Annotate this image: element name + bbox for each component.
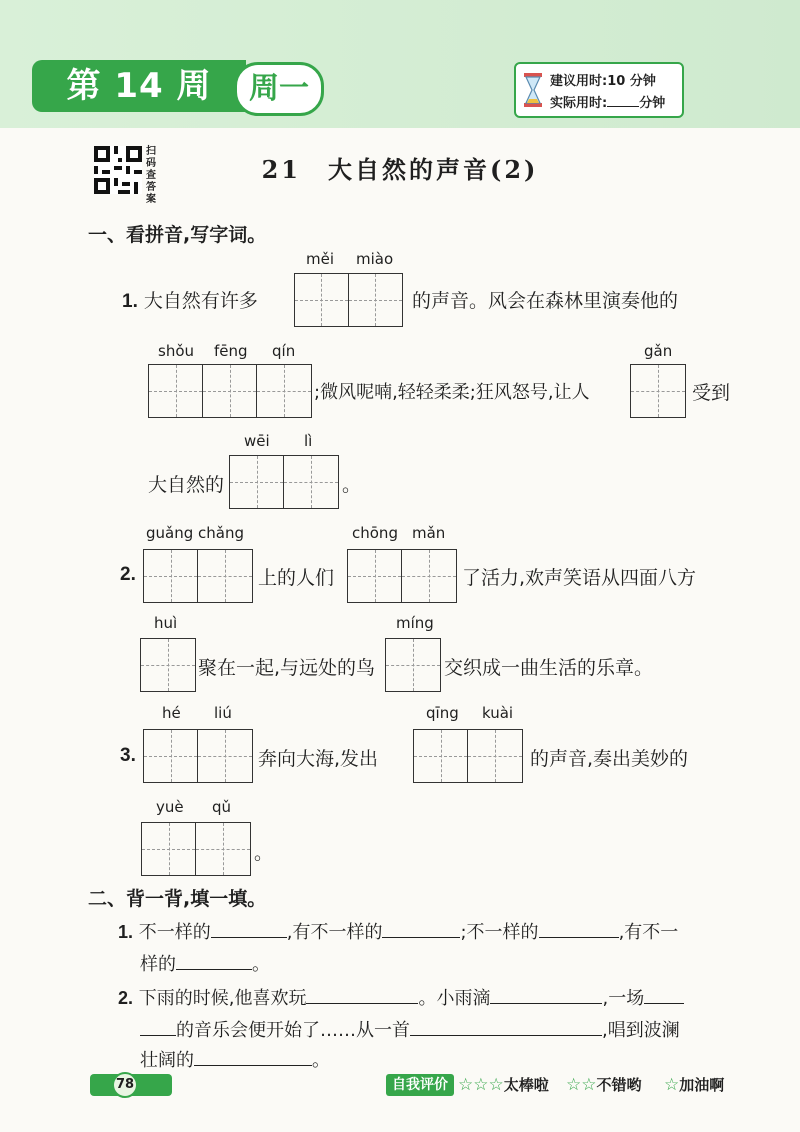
answer-blank[interactable] bbox=[539, 919, 619, 938]
q1-text-a bbox=[122, 286, 258, 313]
q1-text-f: 。 bbox=[342, 474, 362, 496]
grid-cell[interactable] bbox=[141, 639, 195, 691]
q2-text-a: 上的人们 bbox=[258, 567, 335, 589]
actual-time-row bbox=[550, 92, 665, 111]
s2-q2-line1 bbox=[118, 984, 684, 1010]
answer-blank[interactable] bbox=[644, 985, 684, 1004]
actual-time-label: 实际用时: bbox=[550, 96, 608, 111]
s2-q2-part7: 。 bbox=[312, 1050, 330, 1071]
grid-cell[interactable] bbox=[144, 730, 198, 782]
s2-q2-part2: 。小雨滴 bbox=[418, 988, 491, 1009]
pinyin-yue: yuè bbox=[156, 798, 184, 816]
lesson-title: 21 大自然的声音(2) bbox=[261, 155, 539, 184]
q1-text-a-content: 大自然有许多 bbox=[143, 290, 258, 312]
grid-cell[interactable] bbox=[295, 274, 349, 326]
q2-number: 2. bbox=[120, 564, 136, 585]
pinyin-mei: měi bbox=[306, 250, 335, 268]
grid-cell[interactable] bbox=[284, 456, 338, 508]
pinyin-chong: chōng bbox=[352, 524, 398, 542]
pinyin-feng: fēng bbox=[214, 342, 248, 360]
q1-text-b: 的声音。风会在森林里演奏他的 bbox=[412, 290, 679, 312]
rating-two-label: 不错哟 bbox=[596, 1076, 642, 1094]
answer-blank[interactable] bbox=[176, 951, 252, 970]
grid-cell[interactable] bbox=[257, 365, 311, 417]
s2-q1-part1: 不一样的 bbox=[138, 922, 211, 943]
q2-text-c: 聚在一起,与远处的鸟 bbox=[198, 657, 376, 679]
tianzige-gan[interactable] bbox=[630, 364, 686, 418]
s2-q2-line2 bbox=[140, 1016, 680, 1042]
s2-q1-part5: 样的 bbox=[140, 954, 176, 975]
q2-number-wrap bbox=[120, 563, 136, 586]
rating-three-stars[interactable] bbox=[458, 1074, 549, 1096]
grid-cell[interactable] bbox=[631, 365, 685, 417]
actual-time-unit: 分钟 bbox=[639, 96, 666, 111]
week-label: 第 14 周 bbox=[32, 60, 246, 112]
pinyin-shou: shǒu bbox=[158, 342, 195, 360]
tianzige-weili[interactable] bbox=[229, 455, 339, 509]
page-number: 78 bbox=[112, 1072, 138, 1098]
grid-cell[interactable] bbox=[230, 456, 284, 508]
pinyin-qing: qīng bbox=[426, 704, 459, 722]
q3-number-wrap bbox=[120, 744, 136, 767]
grid-cell[interactable] bbox=[198, 550, 252, 602]
tianzige-heliu[interactable] bbox=[143, 729, 253, 783]
grid-cell[interactable] bbox=[196, 823, 250, 875]
rating-three-label: 太棒啦 bbox=[503, 1076, 549, 1094]
pinyin-hui: huì bbox=[154, 614, 178, 632]
pinyin-man: mǎn bbox=[412, 524, 446, 542]
answer-blank[interactable] bbox=[306, 985, 418, 1004]
hourglass-icon bbox=[522, 72, 544, 108]
grid-cell[interactable] bbox=[203, 365, 257, 417]
pinyin-kuai: kuài bbox=[482, 704, 514, 722]
time-box bbox=[514, 62, 684, 118]
tianzige-chongman[interactable] bbox=[347, 549, 457, 603]
s2-q2-part3: ,一场 bbox=[602, 988, 645, 1009]
s2-q1-line1 bbox=[118, 918, 678, 944]
answer-blank[interactable] bbox=[211, 919, 287, 938]
actual-time-blank[interactable] bbox=[607, 93, 639, 107]
star-icon: ☆☆ bbox=[566, 1075, 597, 1095]
pinyin-liu: liú bbox=[214, 704, 232, 722]
q1-number: 1. bbox=[122, 291, 138, 312]
s2-q2-part1: 下雨的时候,他喜欢玩 bbox=[138, 988, 307, 1009]
q2-text-d: 交织成一曲生活的乐章。 bbox=[444, 657, 654, 679]
pinyin-guangchang: guǎng chǎng bbox=[146, 524, 244, 542]
day-label: 周一 bbox=[234, 62, 324, 116]
s2-q2-line3 bbox=[140, 1046, 330, 1072]
answer-blank[interactable] bbox=[382, 919, 460, 938]
tianzige-shoufengqin[interactable] bbox=[148, 364, 312, 418]
suggested-time: 建议用时:10 分钟 bbox=[550, 74, 656, 89]
s2-q1-part3: ;不一样的 bbox=[460, 922, 539, 943]
pinyin-wei: wēi bbox=[244, 432, 270, 450]
pinyin-qu: qǔ bbox=[212, 798, 232, 816]
s2-q2-part4: 的音乐会便开始了……从一首 bbox=[176, 1020, 410, 1041]
s2-q1-part6: 。 bbox=[252, 954, 270, 975]
q1-text-e: 大自然的 bbox=[148, 474, 225, 496]
s2-q1-part2: ,有不一样的 bbox=[286, 922, 383, 943]
pinyin-li: lì bbox=[304, 432, 313, 450]
answer-blank[interactable] bbox=[194, 1047, 312, 1066]
tianzige-hui[interactable] bbox=[140, 638, 196, 692]
pinyin-he: hé bbox=[162, 704, 181, 722]
s2-q2-part5: ,唱到波澜 bbox=[602, 1020, 680, 1041]
grid-cell[interactable] bbox=[149, 365, 203, 417]
s2-q1-part4: ,有不一 bbox=[618, 922, 679, 943]
grid-cell[interactable] bbox=[348, 550, 402, 602]
grid-cell[interactable] bbox=[349, 274, 403, 326]
star-icon: ☆☆☆ bbox=[458, 1075, 504, 1095]
q3-text-c: 。 bbox=[254, 842, 274, 864]
self-eval-label: 自我评价 bbox=[386, 1074, 454, 1096]
tianzige-meimiao[interactable] bbox=[294, 273, 403, 327]
grid-cell[interactable] bbox=[386, 639, 440, 691]
grid-cell[interactable] bbox=[198, 730, 252, 782]
pinyin-gan: gǎn bbox=[644, 342, 673, 360]
q3-text-a: 奔向大海,发出 bbox=[258, 748, 379, 770]
grid-cell[interactable] bbox=[468, 730, 522, 782]
pinyin-miao: miào bbox=[356, 250, 394, 268]
section-1-title: 一、看拼音,写字词。 bbox=[88, 224, 267, 246]
grid-cell[interactable] bbox=[402, 550, 456, 602]
star-icon: ☆ bbox=[664, 1075, 680, 1095]
grid-cell[interactable] bbox=[142, 823, 196, 875]
qr-label: 扫码查答案 bbox=[146, 146, 156, 205]
pinyin-qin: qín bbox=[272, 342, 296, 360]
s2-q1-number: 1. bbox=[118, 922, 134, 942]
q1-text-d: 受到 bbox=[692, 382, 731, 404]
pinyin-ming: míng bbox=[396, 614, 434, 632]
answer-blank[interactable] bbox=[410, 1017, 602, 1036]
s2-q1-line2 bbox=[140, 950, 270, 976]
rating-two-stars[interactable] bbox=[566, 1074, 642, 1096]
grid-cell[interactable] bbox=[414, 730, 468, 782]
q2-text-b: 了活力,欢声笑语从四面八方 bbox=[462, 567, 697, 589]
section-2-title: 二、背一背,填一填。 bbox=[88, 888, 267, 910]
tianzige-ming[interactable] bbox=[385, 638, 441, 692]
tianzige-qingkuai[interactable] bbox=[413, 729, 523, 783]
answer-blank[interactable] bbox=[140, 1017, 176, 1036]
s2-q2-part6: 壮阔的 bbox=[140, 1050, 194, 1071]
q3-number: 3. bbox=[120, 745, 136, 766]
tianzige-yuequ[interactable] bbox=[141, 822, 251, 876]
grid-cell[interactable] bbox=[144, 550, 198, 602]
rating-one-label: 加油啊 bbox=[679, 1076, 725, 1094]
rating-one-star[interactable] bbox=[664, 1074, 724, 1096]
s2-q2-number: 2. bbox=[118, 988, 134, 1008]
q1-text-c: ;微风呢喃,轻轻柔柔;狂风怒号,让人 bbox=[314, 382, 590, 403]
q3-text-b: 的声音,奏出美妙的 bbox=[530, 748, 689, 770]
tianzige-guangchang[interactable] bbox=[143, 549, 253, 603]
answer-blank[interactable] bbox=[490, 985, 602, 1004]
